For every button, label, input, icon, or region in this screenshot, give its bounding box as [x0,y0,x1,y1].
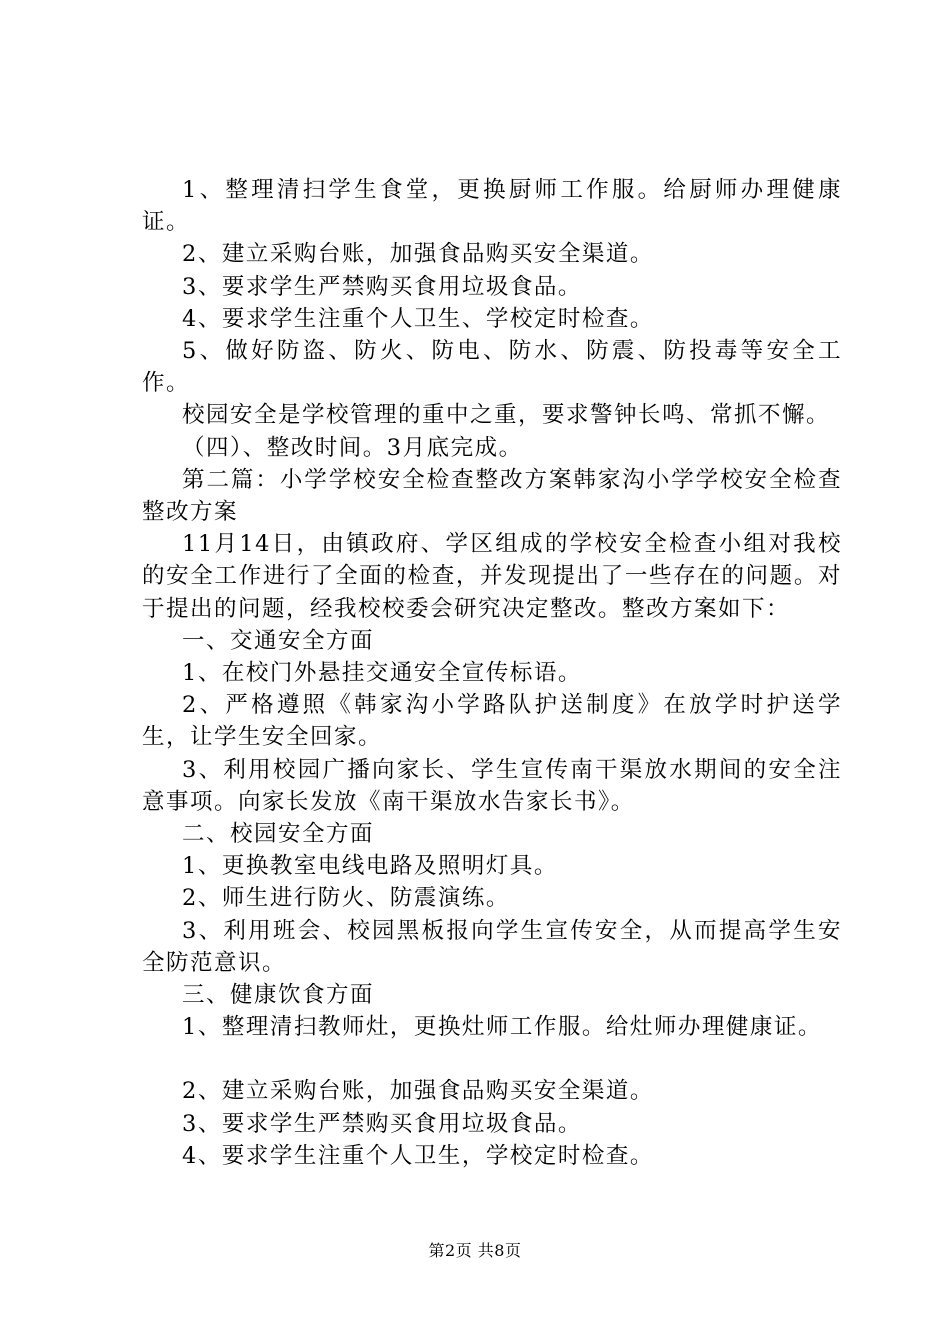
paragraph-rectification-deadline: （四）、整改时间。3月底完成。 [182,434,523,461]
paragraph-inspection-summary: 11月14日，由镇政府、学区组成的学校安全检查小组对我校的安全工作进行了全面的检查，并发现提出了一些存在的问题。对于提出的问题，经我校校委会研究决定整改。整改方案如下： [142,531,842,622]
document-body [142,174,842,1172]
heading-healthy-diet: 三、健康饮食方面 [182,982,375,1009]
paragraph-campus-safety-priority: 校园安全是学校管理的重中之重，要求警钟长鸣、常抓不懈。 [182,402,831,429]
paragraph-safety-precautions: 5、做好防盗、防火、防电、防水、防震、防投毒等安全工作。 [142,338,842,397]
heading-campus-safety: 二、校园安全方面 [182,821,375,848]
paragraph-personal-hygiene: 4、要求学生注重个人卫生、学校定时检查。 [182,305,654,332]
page-number-footer: 第2页 共8页 [428,1241,522,1260]
paragraph-procurement-ledger: 2、建立采购台账，加强食品购买安全渠道。 [182,241,654,268]
paragraph-escort-system: 2、严格遵照《韩家沟小学路队护送制度》在放学时护送学生，让学生安全回家。 [142,692,842,751]
paragraph-broadcast-notice: 3、利用校园广播向家长、学生宣传南干渠放水期间的安全注意事项。向家长发放《南干渠放水告家长书》。 [142,756,842,815]
paragraph-traffic-slogans: 1、在校门外悬挂交通安全宣传标语。 [182,660,582,687]
paragraph-drills: 2、师生进行防火、防震演练。 [182,885,510,912]
paragraph-procurement-ledger-2: 2、建立采购台账，加强食品购买安全渠道。 [182,1078,654,1105]
paragraph-personal-hygiene-2: 4、要求学生注重个人卫生，学校定时检查。 [182,1142,654,1169]
paragraph-junk-food-ban: 3、要求学生严禁购买食用垃圾食品。 [182,273,582,300]
heading-traffic-safety: 一、交通安全方面 [182,627,375,654]
section-title-part-two: 第二篇：小学学校安全检查整改方案韩家沟小学学校安全检查整改方案 [142,466,842,526]
paragraph-replace-wiring: 1、更换教室电线电路及照明灯具。 [182,853,558,880]
paragraph-safety-awareness: 3、利用班会、校园黑板报向学生宣传安全，从而提高学生安全防范意识。 [142,917,842,976]
paragraph-junk-food-ban-2: 3、要求学生严禁购买食用垃圾食品。 [182,1110,582,1137]
paragraph-teacher-kitchen: 1、整理清扫教师灶，更换灶师工作服。给灶师办理健康证。 [182,1014,822,1041]
paragraph-canteen-cleanup: 1、整理清扫学生食堂，更换厨师工作服。给厨师办理健康证。 [142,177,842,236]
